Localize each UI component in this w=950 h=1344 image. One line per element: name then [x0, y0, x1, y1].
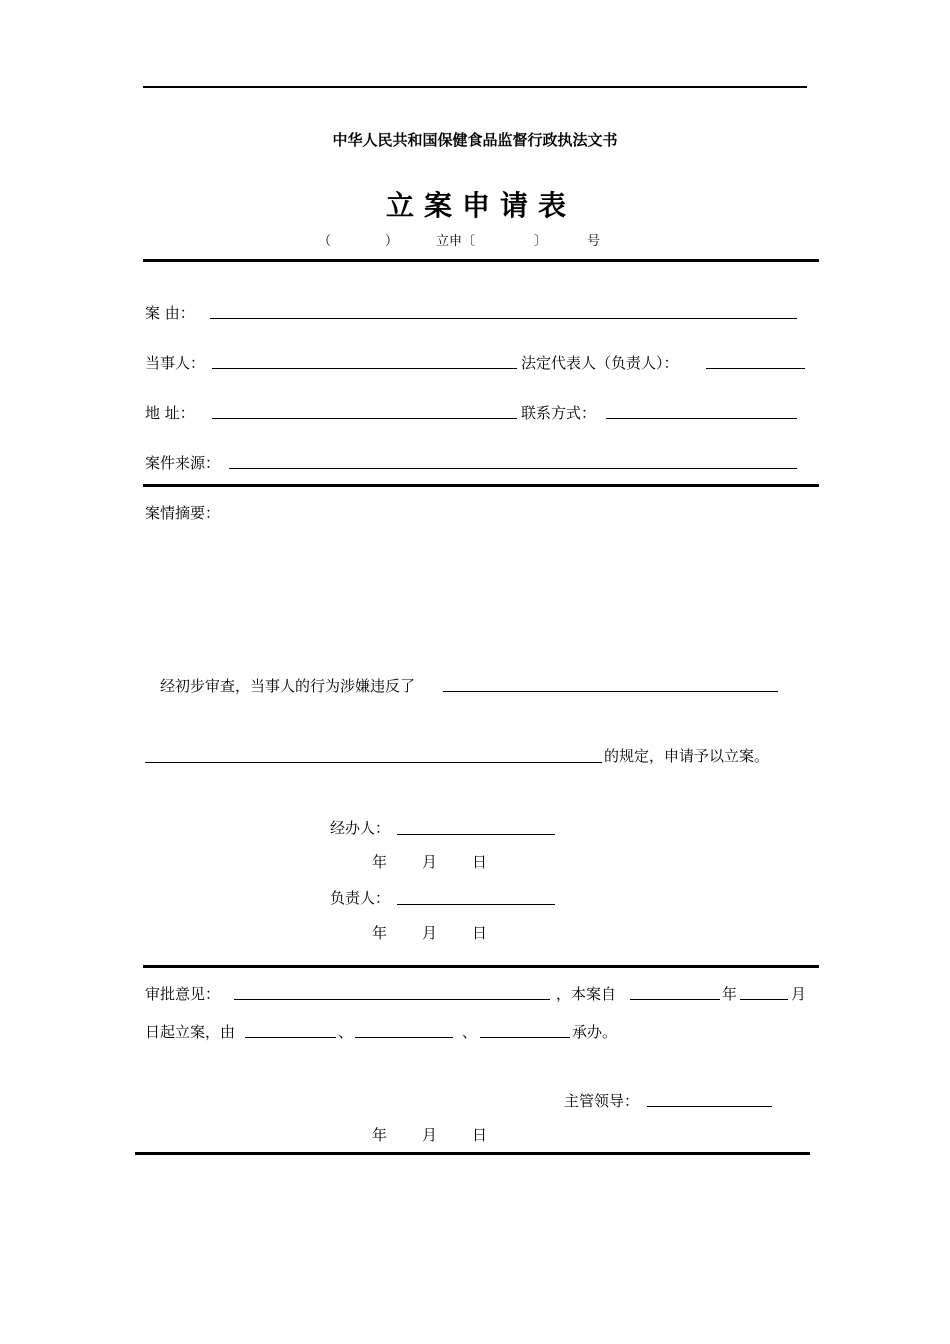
- fields-rule: [143, 484, 819, 487]
- undertake-text: 承办。: [572, 1023, 618, 1041]
- contact-blank[interactable]: [606, 418, 797, 419]
- leader-blank[interactable]: [647, 1106, 772, 1107]
- responsible-month: 月: [422, 924, 438, 942]
- day-from-text: 日起立案，由: [145, 1023, 236, 1041]
- handler-blank[interactable]: [397, 834, 555, 835]
- party-blank[interactable]: [212, 368, 517, 369]
- responsible-label: 负责人：: [330, 889, 391, 907]
- opinion-blank[interactable]: [234, 999, 550, 1000]
- start-year-blank[interactable]: [630, 999, 720, 1000]
- summary-label: 案情摘要：: [145, 504, 221, 522]
- regulation-text: 的规定，申请予以立案。: [604, 747, 770, 765]
- undertaker-sep-1: 、: [338, 1023, 354, 1041]
- undertaker-2-blank[interactable]: [355, 1037, 453, 1038]
- undertaker-3-blank[interactable]: [480, 1037, 570, 1038]
- approval-month-label: 月: [791, 985, 807, 1003]
- bottom-rule: [135, 1152, 810, 1155]
- approval-date-day: 日: [472, 1126, 488, 1144]
- address-blank[interactable]: [212, 418, 517, 419]
- handler-label: 经办人：: [330, 819, 391, 837]
- number-close-bracket: 〕: [534, 234, 548, 249]
- case-source-blank[interactable]: [229, 468, 797, 469]
- approval-date-month: 月: [422, 1126, 438, 1144]
- handler-month: 月: [422, 853, 438, 871]
- responsible-blank[interactable]: [397, 904, 555, 905]
- review-text: 经初步审查，当事人的行为涉嫌违反了: [160, 677, 416, 695]
- regulation-blank[interactable]: [145, 762, 602, 763]
- approval-rule: [143, 965, 819, 968]
- case-from-text: ，本案自: [556, 985, 617, 1003]
- approval-year-label: 年: [722, 985, 738, 1003]
- case-cause-blank[interactable]: [210, 318, 797, 319]
- legal-rep-blank[interactable]: [706, 368, 805, 369]
- case-source-label: 案件来源：: [145, 454, 221, 472]
- top-rule: [143, 86, 807, 88]
- undertaker-sep-2: 、: [462, 1023, 478, 1041]
- leader-label: 主管领导：: [564, 1092, 640, 1110]
- handler-day: 日: [472, 853, 488, 871]
- responsible-year: 年: [372, 924, 388, 942]
- issuer-title: 中华人民共和国保健食品监督行政执法文书: [332, 131, 618, 149]
- form-title: 立案申请表: [385, 189, 576, 222]
- start-month-blank[interactable]: [740, 999, 788, 1000]
- party-label: 当事人：: [145, 354, 206, 372]
- legal-rep-label: 法定代表人（负责人）：: [521, 354, 679, 372]
- approval-date-year: 年: [372, 1126, 388, 1144]
- number-prefix: 立申〔: [436, 234, 476, 249]
- number-open-paren: （: [318, 234, 332, 249]
- handler-year: 年: [372, 853, 388, 871]
- opinion-label: 审批意见：: [145, 985, 221, 1003]
- undertaker-1-blank[interactable]: [245, 1037, 336, 1038]
- header-rule: [143, 259, 819, 262]
- address-label: 地 址：: [145, 404, 195, 422]
- responsible-day: 日: [472, 924, 488, 942]
- violation-blank[interactable]: [443, 691, 778, 692]
- case-cause-label: 案 由：: [145, 304, 195, 322]
- contact-label: 联系方式：: [521, 404, 597, 422]
- number-close-paren: ）: [385, 234, 399, 249]
- number-suffix: 号: [587, 234, 601, 249]
